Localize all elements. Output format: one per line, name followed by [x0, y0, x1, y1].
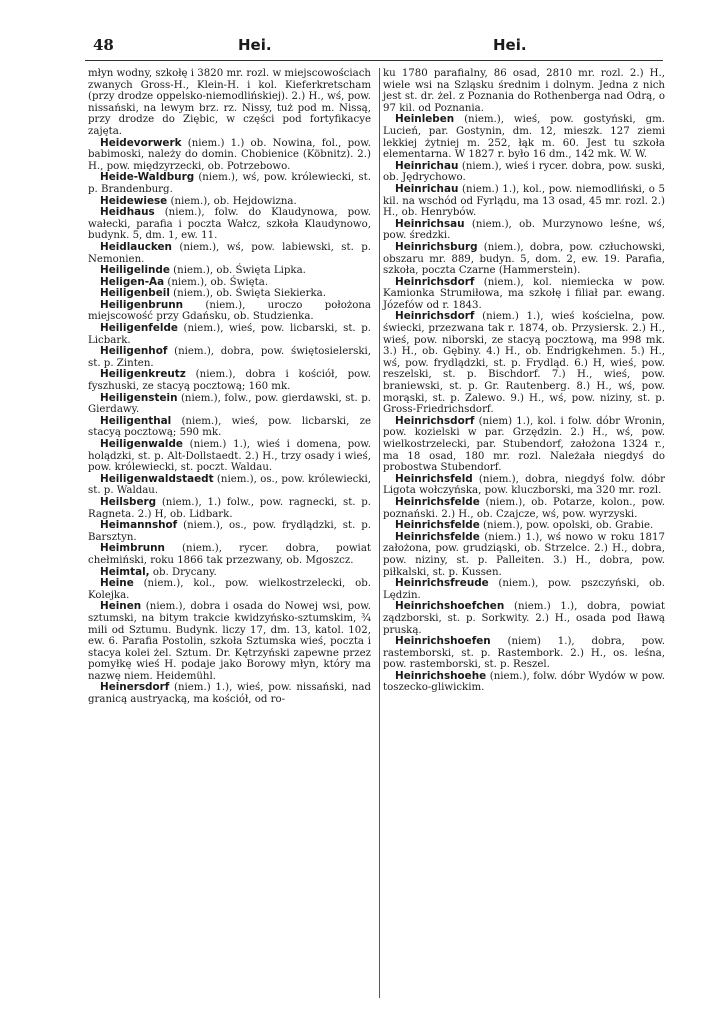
- entry-headword: Heiligenkreutz: [100, 368, 186, 381]
- entry-headword: Heinersdorf: [100, 681, 170, 694]
- entry-headword: Heiligelinde: [100, 264, 170, 277]
- entry-headword: Heinrichshoefen: [395, 635, 491, 648]
- entry-text: (niem.), ob. Hejdowizna.: [167, 195, 297, 207]
- entry-text: (niem.), dobra, pow. człuchowski, obszaru mr. 889, budyn. 5, dom. 2, ew. 19. Parafia, szkoła, poczta Czarne (Hammerstein).: [383, 241, 665, 277]
- entry-text: (niem.), os., pow. frydlądzki, st. p. Barsztyn.: [88, 520, 371, 543]
- dictionary-entry: [383, 532, 665, 578]
- entry-text: ob. Drycany.: [149, 566, 217, 578]
- entry-text: (niem.), pow. pszczyński, ob. Lędzin.: [383, 578, 665, 601]
- entry-text: (niem.), wś, pow. królewiecki, st. p. Brandenburg.: [88, 172, 371, 195]
- entry-headword: Heiligenfelde: [100, 322, 178, 335]
- entry-headword: Heinrichsfelde: [395, 519, 480, 532]
- entry-text: (niem.), dobra i kościół, pow. fyszhuski, ze stacyą pocztową; 160 mk.: [88, 369, 371, 393]
- entry-headword: Heimbrunn: [100, 542, 165, 555]
- dictionary-entry: [383, 114, 665, 160]
- entry-headword: Heinrichsau: [395, 217, 465, 230]
- entry-headword: Heiligenbeil: [100, 287, 170, 300]
- page-header: [0, 36, 720, 60]
- entry-text: (niem.), pow. opolski, ob. Grabie.: [479, 520, 654, 532]
- dictionary-entry: [88, 543, 371, 566]
- entry-headword: Heinrichsfelde: [395, 495, 480, 508]
- entry-headword: Heiligenwaldstaedt: [100, 472, 214, 485]
- dictionary-entry: [383, 184, 665, 219]
- entry-text: (niem.), folw. do Klaudynowa, pow. wałecki, parafia i poczta Wałcz, szkoła Klaudynowo, budynk. 5, dm. 1, ew. 11.: [88, 207, 371, 242]
- dictionary-entry: [383, 161, 665, 184]
- entry-headword: Heidlaucken: [100, 240, 172, 253]
- entry-text: (niem.) 1.), wieś, pow. nissański, nad granicą austryacką, ma kościół, od ro-: [88, 682, 371, 706]
- entry-headword: Heiligenthal: [100, 414, 172, 427]
- dictionary-entry: [88, 393, 371, 416]
- entry-text: (niem.), dobra, pow. świętosielerski, st. p. Zinten.: [88, 346, 371, 369]
- entry-headword: Heinrichsfelde: [395, 530, 480, 543]
- dictionary-entry: [88, 346, 371, 369]
- entry-text: (niem.), dobra i osada do Nowej wsi, pow. sztumski, na bitym trakcie kwidzyńsko-sztumskim, ¾ mili od Sztumu. Budynk. liczy 17, dm. 13, katol. 102, ew. 6. Parafia Postolin, szkoła Sztumska wieś, poczta i stacya kolei żel. Sztum. Dr. Kętrzyński zapewne przez pomyłkę wieś H. podaje jako Borowy młyn, który ma nazwę niem. Heidemühl.: [88, 601, 371, 682]
- dictionary-entry: [383, 671, 665, 694]
- dictionary-entry: [383, 497, 665, 520]
- entry-text: (niem.), uroczo położona miejscowość przy Gdańsku, ob. Studzienka.: [88, 299, 371, 323]
- dictionary-entry: [88, 601, 371, 682]
- entry-headword: Heiligenwalde: [100, 438, 183, 450]
- right-column: [383, 68, 665, 694]
- entry-text: (niem.), folw. dóbr Wydów w pow. toszecko-gliwickim.: [383, 670, 665, 694]
- entry-headword: Heiligenbrunn: [100, 298, 184, 311]
- entry-text: (niem.), dobra, niegdyś folw. dóbr Ligota wołczyńska, pow. kluczborski, ma 320 mr. rozl.: [383, 473, 665, 497]
- header-rule: [85, 60, 663, 61]
- entry-headword: Heinrichsdorf: [395, 414, 475, 427]
- dictionary-entry: [383, 311, 665, 415]
- dictionary-entry: [383, 601, 665, 636]
- entry-text: (niem.), ob. Święta Lipka.: [169, 265, 306, 277]
- entry-text: (niem.) 1.), wś nowo w roku 1817 założona, pow. grudziąski, ob. Strzelce. 2.) H., dobra, pow. niziny, st. p. Palleiten. 3.) H., dobra, pow. piłkalski, st. p. Kussen.: [383, 531, 665, 578]
- dictionary-entry: [88, 68, 371, 138]
- entry-text: (niem.), ob. Potarze, kolon., pow. poznański. 2.) H., ob. Czajcze, wś, pow. wyrzyski.: [383, 496, 665, 520]
- entry-text: (niem.), ob. Święta Siekierka.: [169, 288, 326, 300]
- entry-headword: Heinrichau: [395, 182, 459, 195]
- dictionary-entry: [88, 416, 371, 439]
- dictionary-entry: [88, 138, 371, 173]
- dictionary-entry: [383, 68, 665, 114]
- entry-text: (niem.), wieś, pow. licbarski, st. p. Licbark.: [88, 323, 371, 346]
- entry-headword: Heinrichsfeld: [395, 472, 473, 485]
- dictionary-entry: [88, 323, 371, 346]
- entry-text: (niem.), kol. niemiecka w pow. Kamionka Strumiłowa, ma szkołę i filiał par. ewang. Józefów od r. 1843.: [383, 276, 665, 311]
- running-head-left: Hei.: [238, 36, 272, 54]
- entry-headword: Heinrichsfreude: [395, 577, 489, 590]
- entry-text: (niem.), ob. Święta.: [164, 276, 269, 288]
- entry-text: (niem.), kol., pow. wielkostrzelecki, ob. Kolejka.: [88, 578, 371, 601]
- entry-text: (niem.) 1.), wieś i domena, pow. holądzki, st. p. Alt-Dollstaedt. 2.) H., trzy osady i wieś, pow. królewiecki, st. poczt. Waldau.: [88, 439, 371, 474]
- dictionary-entry: [88, 474, 371, 497]
- entry-text: (niem.) 1.), dobra, powiat ządzborski, st. p. Sorkwity. 2.) H., osada pod Iławą pruską.: [383, 601, 665, 636]
- dictionary-entry: [88, 369, 371, 392]
- column-divider: [379, 68, 380, 998]
- entry-headword: Heiligenhof: [100, 345, 168, 358]
- dictionary-entry: [88, 578, 371, 601]
- entry-text: młyn wodny, szkołę i 3820 mr. rozl. w miejscowościach zwanych Gross-H., Klein-H. i kol. Kieferkretscham (przy drodze oppelsko-niemodlińskiej). 2.) H., wś, pow. nissański, na lewym brz. rz. Nissy, tuż pod m. Nissą, przy drodze do Ziębic, w części pod fortyfikacye zajęta.: [88, 68, 371, 137]
- entry-headword: Heligen-Aa: [100, 275, 165, 288]
- dictionary-entry: [383, 636, 665, 671]
- entry-text: (niem.), wieś, pow. gostyński, gm. Lucień, par. Gostynin, dm. 12, mieszk. 127 ziemi lekkiej żytniej m. 252, łąk m. 60. Jest tu szkoła elementarna. W 1827 r. było 16 dm., 142 mk. W. W.: [383, 114, 665, 161]
- entry-headword: Heinrichshoefchen: [395, 600, 505, 613]
- entry-text: (niem.), rycer. dobra, powiat chełmiński, roku 1866 tak przezwany, ob. Mgoszcz.: [88, 543, 371, 566]
- entry-text: (niem) 1.), dobra, pow. rastemborski, st. p. Rastembork. 2.) H., os. leśna, pow. rastemborski, st. p. Reszel.: [383, 636, 665, 671]
- dictionary-entry: [88, 520, 371, 543]
- entry-headword: Heide-Waldburg: [100, 171, 195, 184]
- entry-text: (niem) 1.), kol. i folw. dóbr Wronin, pow. kozielski w par. Grzędzin. 2.) H., wś, pow. wielkostrzelecki, par. Stubendorf, założona 1324 r., ma 18 osad, 180 mr. rozl. Należała niegdyś do probostwa Stubendorf.: [383, 415, 665, 474]
- entry-headword: Heine: [100, 577, 134, 590]
- running-head-right: Hei.: [493, 36, 527, 54]
- dictionary-entry: [88, 242, 371, 265]
- dictionary-entry: [88, 439, 371, 474]
- entry-headword: Heinrichshoehe: [395, 669, 487, 682]
- entry-text: (niem.), wś, pow. labiewski, st. p. Nemonien.: [88, 241, 371, 265]
- entry-text: ku 1780 parafialny, 86 osad, 2810 mr. rozl. 2.) H., wiele wsi na Szląsku średnim i dolnym. Jedna z nich jest st. dr. żel. z Poznania do Rothenberga nad Odrą, o 97 kil. od Poznania.: [383, 68, 665, 114]
- page-number: 48: [93, 36, 114, 54]
- dictionary-entry: [383, 416, 665, 474]
- entry-headword: Heilsberg: [100, 495, 157, 508]
- entry-headword: Heinrichsdorf: [395, 275, 475, 288]
- dictionary-entry: [88, 172, 371, 195]
- dictionary-entry: [383, 277, 665, 312]
- entry-headword: Heimtal,: [100, 565, 150, 578]
- entry-text: (niem.) 1.), wieś kościelna, pow. świecki, przezwana tak r. 1874, ob. Przysiersk. 2.) H., wieś, pow. niborski, ze stacyą pocztową, ma 998 mk. 3.) H., ob. Gębiny. 4.) H., ob. Endrigkehmen. 5.) H., wś, pow. frydlądzki, st. p. Frydląd. 6.) H, wieś, pow. reszelski, st. p. Bischdorf. 7.) H., wieś, pow. braniewski, st. p. Gr. Rautenberg. 8.) H., wś, pow. morąski, st. p. Zalewo. 9.) H., wś, pow. niziny, st. p. Gross-Friedrichsdorf.: [383, 311, 665, 416]
- entry-headword: Heinleben: [395, 113, 455, 126]
- entry-text: (niem.), os., pow. królewiecki, st. p. Waldau.: [88, 473, 371, 497]
- entry-headword: Heidhaus: [100, 206, 155, 219]
- entry-headword: Heinrichsdorf: [395, 310, 475, 323]
- entry-headword: Heiligenstein: [100, 391, 178, 404]
- dictionary-entry: [88, 682, 371, 705]
- entry-text: (niem.), folw., pow. gierdawski, st. p. Gierdawy.: [88, 392, 371, 416]
- dictionary-entry: [88, 300, 371, 323]
- entry-text: (niem.) 1.) ob. Nowina, fol., pow. babimoski, należy do domin. Chobienice (Köbnitz). 2.) H., pow. międzyrzecki, ob. Potrzebowo.: [88, 137, 371, 172]
- entry-headword: Heinen: [100, 600, 142, 613]
- entry-text: (niem.) 1.), kol., pow. niemodliński, o 5 kil. na wschód od Fyrlądu, ma 13 osad, 45 mr. rozl. 2.) H., ob. Henrybów.: [383, 183, 665, 219]
- dictionary-entry: [88, 207, 371, 242]
- entry-headword: Heidewiese: [100, 194, 168, 207]
- entry-text: (niem.), ob. Murzynowo leśne, wś, pow. średzki.: [383, 218, 665, 242]
- dictionary-entry: [383, 474, 665, 497]
- entry-headword: Heimannshof: [100, 519, 178, 532]
- dictionary-entry: [383, 242, 665, 277]
- entry-text: (niem.), 1.) folw., pow. ragnecki, st. p. Ragneta. 2.) H, ob. Lidbark.: [88, 496, 371, 520]
- entry-headword: Heinrichau: [395, 159, 459, 172]
- entry-text: (niem.), wieś, pow. licbarski, ze stacyą pocztową; 590 mk.: [88, 415, 371, 439]
- entry-headword: Heinrichsburg: [395, 240, 478, 253]
- dictionary-entry: [383, 578, 665, 601]
- dictionary-entry: [383, 219, 665, 242]
- left-column: [88, 68, 371, 706]
- entry-headword: Heidevorwerk: [100, 136, 182, 149]
- entry-text: (niem.), wieś i rycer. dobra, pow. suski, ob. Jędrychowo.: [383, 160, 665, 184]
- dictionary-entry: [88, 497, 371, 520]
